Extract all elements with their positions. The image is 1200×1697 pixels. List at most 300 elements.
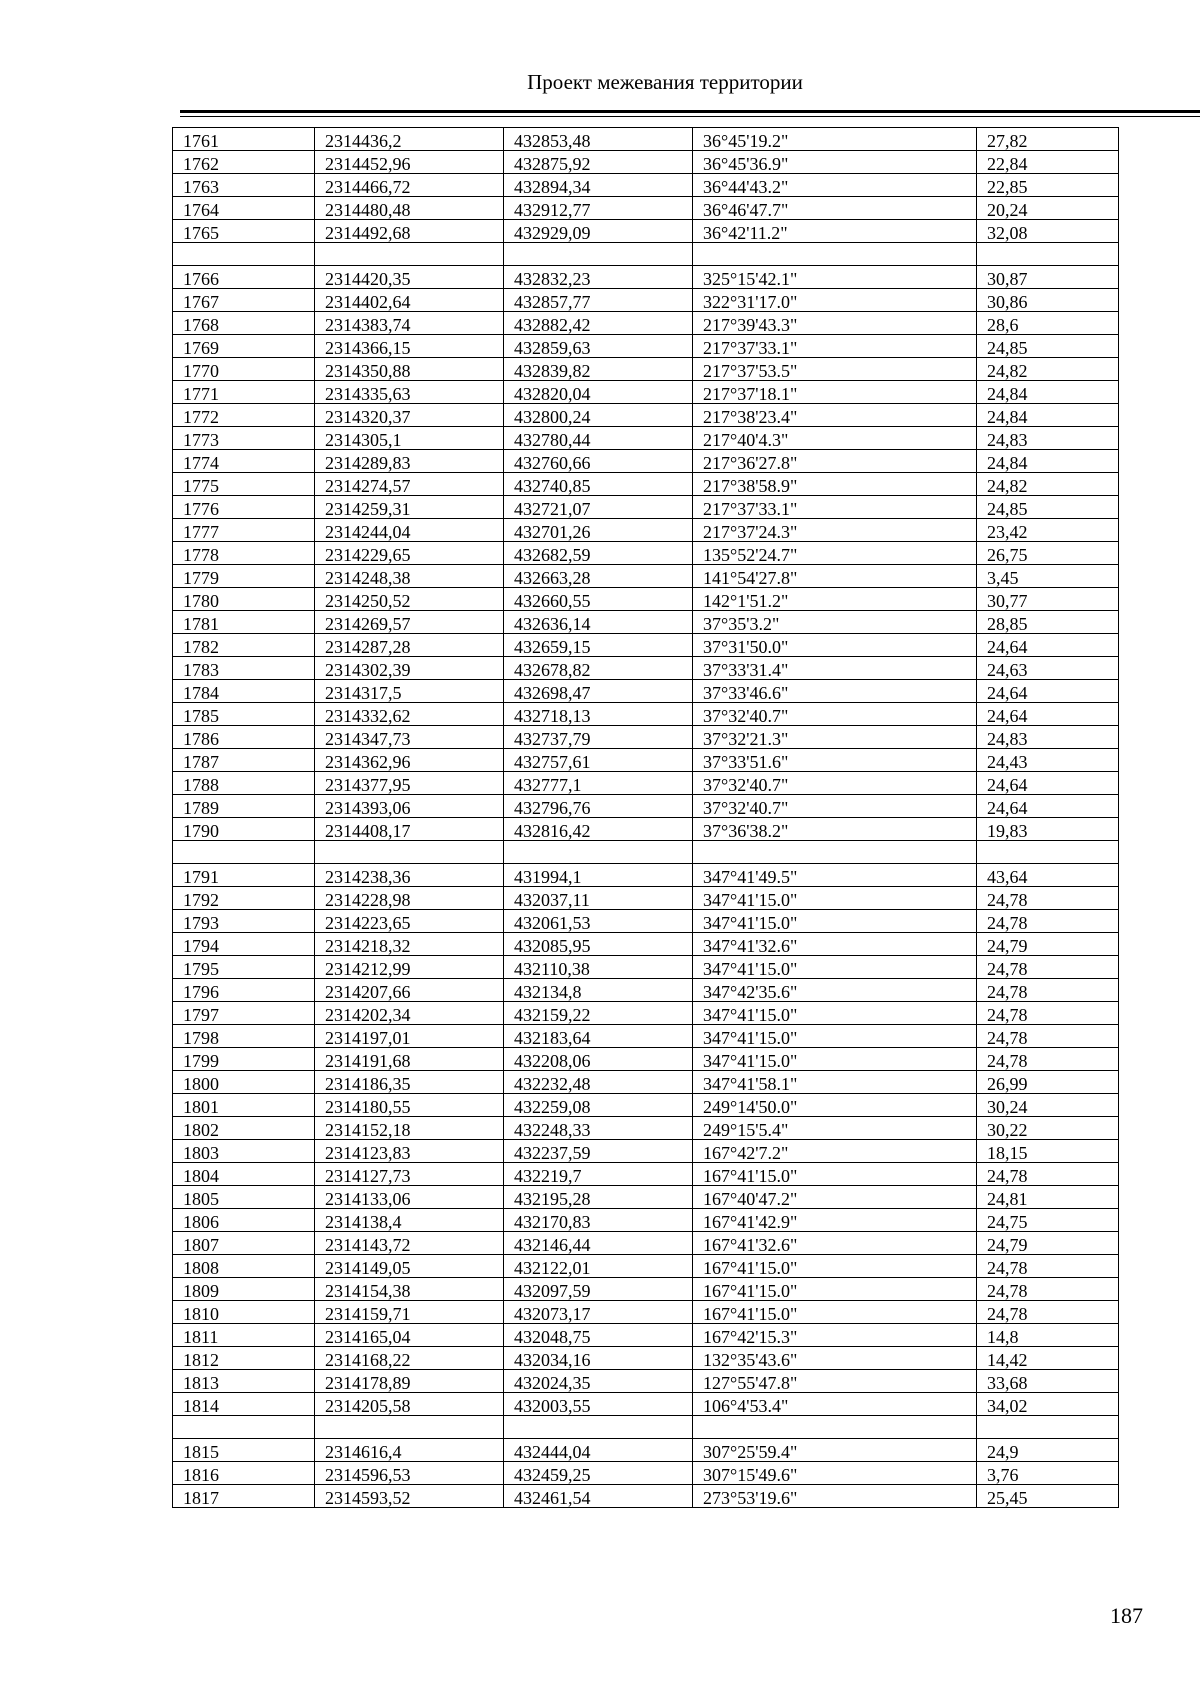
direction-angle-cell: 37°32'21.3"	[693, 726, 977, 749]
point-number-cell: 1778	[173, 542, 315, 565]
table-row	[173, 473, 1119, 496]
point-number-cell: 1761	[173, 128, 315, 151]
point-number-cell: 1786	[173, 726, 315, 749]
point-number-cell: 1800	[173, 1071, 315, 1094]
distance-cell: 24,85	[977, 335, 1119, 358]
direction-angle-cell: 167°40'47.2"	[693, 1186, 977, 1209]
coordinates-table-body	[173, 128, 1119, 1508]
point-number-cell: 1812	[173, 1347, 315, 1370]
direction-angle-cell: 142°1'51.2"	[693, 588, 977, 611]
y-coordinate-cell: 432718,13	[504, 703, 693, 726]
x-coordinate-cell: 2314452,96	[315, 151, 504, 174]
x-coordinate-cell: 2314218,32	[315, 933, 504, 956]
table-row	[173, 427, 1119, 450]
distance-cell: 30,77	[977, 588, 1119, 611]
direction-angle-cell: 347°41'15.0"	[693, 1025, 977, 1048]
point-number-cell: 1793	[173, 910, 315, 933]
direction-angle-cell: 127°55'47.8"	[693, 1370, 977, 1393]
point-number-cell: 1801	[173, 1094, 315, 1117]
table-row	[173, 1163, 1119, 1186]
point-number-cell: 1775	[173, 473, 315, 496]
y-coordinate-cell: 432882,42	[504, 312, 693, 335]
distance-cell: 24,82	[977, 473, 1119, 496]
distance-cell: 24,63	[977, 657, 1119, 680]
point-number-cell: 1817	[173, 1485, 315, 1508]
y-coordinate-cell: 432110,38	[504, 956, 693, 979]
point-number-cell	[173, 243, 315, 266]
direction-angle-cell: 347°41'49.5"	[693, 864, 977, 887]
x-coordinate-cell: 2314228,98	[315, 887, 504, 910]
table-row	[173, 956, 1119, 979]
page-number: 187	[1110, 1603, 1143, 1628]
y-coordinate-cell: 432912,77	[504, 197, 693, 220]
y-coordinate-cell: 432159,22	[504, 1002, 693, 1025]
distance-cell: 22,84	[977, 151, 1119, 174]
table-row	[173, 1439, 1119, 1462]
distance-cell: 24,79	[977, 1232, 1119, 1255]
point-number-cell: 1815	[173, 1439, 315, 1462]
y-coordinate-cell: 432816,42	[504, 818, 693, 841]
table-row	[173, 381, 1119, 404]
distance-cell: 26,99	[977, 1071, 1119, 1094]
y-coordinate-cell: 432237,59	[504, 1140, 693, 1163]
point-number-cell: 1767	[173, 289, 315, 312]
point-number-cell: 1766	[173, 266, 315, 289]
table-row	[173, 312, 1119, 335]
direction-angle-cell: 106°4'53.4"	[693, 1393, 977, 1416]
x-coordinate-cell	[315, 243, 504, 266]
table-row	[173, 289, 1119, 312]
x-coordinate-cell: 2314143,72	[315, 1232, 504, 1255]
distance-cell: 32,08	[977, 220, 1119, 243]
direction-angle-cell	[693, 1416, 977, 1439]
table-row	[173, 634, 1119, 657]
table-row	[173, 151, 1119, 174]
point-number-cell: 1808	[173, 1255, 315, 1278]
x-coordinate-cell: 2314207,66	[315, 979, 504, 1002]
distance-cell: 24,78	[977, 1301, 1119, 1324]
y-coordinate-cell: 432740,85	[504, 473, 693, 496]
y-coordinate-cell: 431994,1	[504, 864, 693, 887]
x-coordinate-cell: 2314127,73	[315, 1163, 504, 1186]
x-coordinate-cell: 2314197,01	[315, 1025, 504, 1048]
distance-cell: 19,83	[977, 818, 1119, 841]
x-coordinate-cell: 2314393,06	[315, 795, 504, 818]
x-coordinate-cell: 2314259,31	[315, 496, 504, 519]
x-coordinate-cell: 2314152,18	[315, 1117, 504, 1140]
table-row	[173, 1140, 1119, 1163]
distance-cell: 24,83	[977, 726, 1119, 749]
distance-cell: 24,83	[977, 427, 1119, 450]
direction-angle-cell: 249°15'5.4"	[693, 1117, 977, 1140]
point-number-cell: 1765	[173, 220, 315, 243]
coordinates-table	[172, 127, 1119, 1508]
distance-cell: 24,78	[977, 887, 1119, 910]
x-coordinate-cell: 2314202,34	[315, 1002, 504, 1025]
distance-cell: 30,86	[977, 289, 1119, 312]
point-number-cell: 1798	[173, 1025, 315, 1048]
y-coordinate-cell: 432034,16	[504, 1347, 693, 1370]
direction-angle-cell: 36°46'47.7"	[693, 197, 977, 220]
distance-cell: 24,64	[977, 772, 1119, 795]
direction-angle-cell: 167°41'42.9"	[693, 1209, 977, 1232]
x-coordinate-cell: 2314466,72	[315, 174, 504, 197]
table-row	[173, 795, 1119, 818]
y-coordinate-cell: 432832,23	[504, 266, 693, 289]
direction-angle-cell: 347°41'15.0"	[693, 956, 977, 979]
x-coordinate-cell: 2314287,28	[315, 634, 504, 657]
x-coordinate-cell: 2314383,74	[315, 312, 504, 335]
y-coordinate-cell: 432122,01	[504, 1255, 693, 1278]
direction-angle-cell: 37°32'40.7"	[693, 703, 977, 726]
point-number-cell: 1810	[173, 1301, 315, 1324]
y-coordinate-cell: 432248,33	[504, 1117, 693, 1140]
distance-cell: 24,64	[977, 795, 1119, 818]
x-coordinate-cell	[315, 841, 504, 864]
y-coordinate-cell: 432660,55	[504, 588, 693, 611]
x-coordinate-cell: 2314408,17	[315, 818, 504, 841]
direction-angle-cell: 347°41'15.0"	[693, 910, 977, 933]
table-row	[173, 588, 1119, 611]
page-header-title: Проект межевания территории	[527, 70, 803, 94]
y-coordinate-cell: 432857,77	[504, 289, 693, 312]
header-rule-thin	[180, 116, 1200, 117]
distance-cell: 24,81	[977, 1186, 1119, 1209]
point-number-cell: 1769	[173, 335, 315, 358]
point-number-cell: 1803	[173, 1140, 315, 1163]
direction-angle-cell: 36°45'19.2"	[693, 128, 977, 151]
table-row	[173, 519, 1119, 542]
direction-angle-cell: 347°41'15.0"	[693, 1002, 977, 1025]
point-number-cell: 1779	[173, 565, 315, 588]
table-row-separator	[173, 243, 1119, 266]
y-coordinate-cell: 432721,07	[504, 496, 693, 519]
x-coordinate-cell: 2314480,48	[315, 197, 504, 220]
x-coordinate-cell: 2314205,58	[315, 1393, 504, 1416]
point-number-cell: 1768	[173, 312, 315, 335]
table-row-separator	[173, 841, 1119, 864]
x-coordinate-cell: 2314168,22	[315, 1347, 504, 1370]
table-row	[173, 1002, 1119, 1025]
x-coordinate-cell: 2314159,71	[315, 1301, 504, 1324]
table-row	[173, 1393, 1119, 1416]
point-number-cell: 1772	[173, 404, 315, 427]
y-coordinate-cell: 432208,06	[504, 1048, 693, 1071]
x-coordinate-cell: 2314335,63	[315, 381, 504, 404]
distance-cell: 24,79	[977, 933, 1119, 956]
table-row	[173, 220, 1119, 243]
table-row	[173, 910, 1119, 933]
y-coordinate-cell: 432232,48	[504, 1071, 693, 1094]
table-row	[173, 358, 1119, 381]
distance-cell: 23,42	[977, 519, 1119, 542]
y-coordinate-cell: 432796,76	[504, 795, 693, 818]
y-coordinate-cell: 432839,82	[504, 358, 693, 381]
direction-angle-cell: 217°37'24.3"	[693, 519, 977, 542]
x-coordinate-cell: 2314250,52	[315, 588, 504, 611]
point-number-cell: 1790	[173, 818, 315, 841]
y-coordinate-cell: 432859,63	[504, 335, 693, 358]
point-number-cell: 1796	[173, 979, 315, 1002]
point-number-cell: 1781	[173, 611, 315, 634]
distance-cell: 3,45	[977, 565, 1119, 588]
y-coordinate-cell: 432444,04	[504, 1439, 693, 1462]
distance-cell: 18,15	[977, 1140, 1119, 1163]
header-rule	[180, 110, 1200, 113]
point-number-cell: 1804	[173, 1163, 315, 1186]
x-coordinate-cell: 2314492,68	[315, 220, 504, 243]
table-row	[173, 1209, 1119, 1232]
y-coordinate-cell: 432929,09	[504, 220, 693, 243]
distance-cell: 24,64	[977, 634, 1119, 657]
distance-cell: 28,85	[977, 611, 1119, 634]
y-coordinate-cell: 432061,53	[504, 910, 693, 933]
table-row	[173, 450, 1119, 473]
x-coordinate-cell: 2314223,65	[315, 910, 504, 933]
table-row	[173, 611, 1119, 634]
y-coordinate-cell	[504, 243, 693, 266]
x-coordinate-cell: 2314165,04	[315, 1324, 504, 1347]
x-coordinate-cell: 2314320,37	[315, 404, 504, 427]
distance-cell: 14,8	[977, 1324, 1119, 1347]
point-number-cell: 1771	[173, 381, 315, 404]
point-number-cell: 1794	[173, 933, 315, 956]
x-coordinate-cell: 2314436,2	[315, 128, 504, 151]
table-row	[173, 680, 1119, 703]
distance-cell: 27,82	[977, 128, 1119, 151]
direction-angle-cell: 249°14'50.0"	[693, 1094, 977, 1117]
direction-angle-cell: 167°42'15.3"	[693, 1324, 977, 1347]
x-coordinate-cell: 2314347,73	[315, 726, 504, 749]
direction-angle-cell: 217°36'27.8"	[693, 450, 977, 473]
table-row	[173, 1186, 1119, 1209]
distance-cell: 24,84	[977, 404, 1119, 427]
direction-angle-cell: 37°33'31.4"	[693, 657, 977, 680]
table-row	[173, 818, 1119, 841]
direction-angle-cell: 217°37'18.1"	[693, 381, 977, 404]
direction-angle-cell: 36°44'43.2"	[693, 174, 977, 197]
x-coordinate-cell: 2314305,1	[315, 427, 504, 450]
point-number-cell: 1777	[173, 519, 315, 542]
x-coordinate-cell: 2314191,68	[315, 1048, 504, 1071]
y-coordinate-cell: 432875,92	[504, 151, 693, 174]
table-row	[173, 979, 1119, 1002]
y-coordinate-cell: 432195,28	[504, 1186, 693, 1209]
direction-angle-cell: 167°41'15.0"	[693, 1255, 977, 1278]
x-coordinate-cell: 2314420,35	[315, 266, 504, 289]
point-number-cell: 1795	[173, 956, 315, 979]
x-coordinate-cell: 2314212,99	[315, 956, 504, 979]
table-row	[173, 404, 1119, 427]
direction-angle-cell: 37°33'46.6"	[693, 680, 977, 703]
y-coordinate-cell: 432678,82	[504, 657, 693, 680]
x-coordinate-cell: 2314362,96	[315, 749, 504, 772]
x-coordinate-cell: 2314244,04	[315, 519, 504, 542]
point-number-cell: 1802	[173, 1117, 315, 1140]
point-number-cell: 1764	[173, 197, 315, 220]
direction-angle-cell: 167°42'7.2"	[693, 1140, 977, 1163]
table-row	[173, 542, 1119, 565]
x-coordinate-cell: 2314350,88	[315, 358, 504, 381]
direction-angle-cell: 322°31'17.0"	[693, 289, 977, 312]
point-number-cell: 1813	[173, 1370, 315, 1393]
point-number-cell: 1811	[173, 1324, 315, 1347]
point-number-cell: 1816	[173, 1462, 315, 1485]
y-coordinate-cell: 432701,26	[504, 519, 693, 542]
x-coordinate-cell: 2314229,65	[315, 542, 504, 565]
y-coordinate-cell: 432820,04	[504, 381, 693, 404]
y-coordinate-cell: 432659,15	[504, 634, 693, 657]
table-row	[173, 1301, 1119, 1324]
table-row-separator	[173, 1416, 1119, 1439]
distance-cell	[977, 243, 1119, 266]
y-coordinate-cell: 432853,48	[504, 128, 693, 151]
direction-angle-cell: 135°52'24.7"	[693, 542, 977, 565]
x-coordinate-cell: 2314616,4	[315, 1439, 504, 1462]
y-coordinate-cell: 432097,59	[504, 1278, 693, 1301]
x-coordinate-cell: 2314332,62	[315, 703, 504, 726]
direction-angle-cell: 217°37'33.1"	[693, 496, 977, 519]
y-coordinate-cell: 432048,75	[504, 1324, 693, 1347]
table-row	[173, 496, 1119, 519]
x-coordinate-cell: 2314238,36	[315, 864, 504, 887]
point-number-cell: 1774	[173, 450, 315, 473]
direction-angle-cell: 36°42'11.2"	[693, 220, 977, 243]
direction-angle-cell: 347°42'35.6"	[693, 979, 977, 1002]
distance-cell: 24,84	[977, 450, 1119, 473]
table-row	[173, 1485, 1119, 1508]
y-coordinate-cell	[504, 841, 693, 864]
y-coordinate-cell: 432698,47	[504, 680, 693, 703]
point-number-cell: 1809	[173, 1278, 315, 1301]
y-coordinate-cell: 432003,55	[504, 1393, 693, 1416]
point-number-cell: 1792	[173, 887, 315, 910]
distance-cell: 24,78	[977, 979, 1119, 1002]
x-coordinate-cell: 2314186,35	[315, 1071, 504, 1094]
y-coordinate-cell: 432219,7	[504, 1163, 693, 1186]
point-number-cell: 1770	[173, 358, 315, 381]
x-coordinate-cell	[315, 1416, 504, 1439]
table-row	[173, 1255, 1119, 1278]
y-coordinate-cell: 432663,28	[504, 565, 693, 588]
direction-angle-cell: 37°35'3.2"	[693, 611, 977, 634]
direction-angle-cell: 217°38'58.9"	[693, 473, 977, 496]
y-coordinate-cell: 432183,64	[504, 1025, 693, 1048]
y-coordinate-cell: 432146,44	[504, 1232, 693, 1255]
point-number-cell: 1762	[173, 151, 315, 174]
direction-angle-cell: 37°32'40.7"	[693, 795, 977, 818]
x-coordinate-cell: 2314154,38	[315, 1278, 504, 1301]
distance-cell: 24,78	[977, 1278, 1119, 1301]
point-number-cell	[173, 841, 315, 864]
direction-angle-cell: 217°40'4.3"	[693, 427, 977, 450]
distance-cell: 33,68	[977, 1370, 1119, 1393]
y-coordinate-cell: 432085,95	[504, 933, 693, 956]
table-row	[173, 1462, 1119, 1485]
y-coordinate-cell: 432757,61	[504, 749, 693, 772]
direction-angle-cell: 273°53'19.6"	[693, 1485, 977, 1508]
y-coordinate-cell: 432134,8	[504, 979, 693, 1002]
point-number-cell: 1787	[173, 749, 315, 772]
y-coordinate-cell: 432259,08	[504, 1094, 693, 1117]
distance-cell: 30,24	[977, 1094, 1119, 1117]
distance-cell: 24,43	[977, 749, 1119, 772]
point-number-cell: 1799	[173, 1048, 315, 1071]
point-number-cell: 1797	[173, 1002, 315, 1025]
table-row	[173, 1048, 1119, 1071]
x-coordinate-cell: 2314366,15	[315, 335, 504, 358]
y-coordinate-cell	[504, 1416, 693, 1439]
point-number-cell: 1780	[173, 588, 315, 611]
distance-cell: 24,78	[977, 1002, 1119, 1025]
direction-angle-cell: 217°38'23.4"	[693, 404, 977, 427]
point-number-cell: 1807	[173, 1232, 315, 1255]
table-row	[173, 1232, 1119, 1255]
table-row	[173, 864, 1119, 887]
x-coordinate-cell: 2314248,38	[315, 565, 504, 588]
y-coordinate-cell: 432737,79	[504, 726, 693, 749]
direction-angle-cell: 307°25'59.4"	[693, 1439, 977, 1462]
table-row	[173, 1117, 1119, 1140]
point-number-cell: 1805	[173, 1186, 315, 1209]
table-row	[173, 1071, 1119, 1094]
y-coordinate-cell: 432461,54	[504, 1485, 693, 1508]
direction-angle-cell: 347°41'58.1"	[693, 1071, 977, 1094]
point-number-cell: 1789	[173, 795, 315, 818]
distance-cell: 24,78	[977, 910, 1119, 933]
distance-cell: 24,78	[977, 1255, 1119, 1278]
distance-cell: 24,78	[977, 1048, 1119, 1071]
direction-angle-cell: 37°36'38.2"	[693, 818, 977, 841]
direction-angle-cell: 37°31'50.0"	[693, 634, 977, 657]
y-coordinate-cell: 432459,25	[504, 1462, 693, 1485]
y-coordinate-cell: 432073,17	[504, 1301, 693, 1324]
distance-cell: 24,9	[977, 1439, 1119, 1462]
distance-cell: 24,82	[977, 358, 1119, 381]
distance-cell: 43,64	[977, 864, 1119, 887]
direction-angle-cell: 132°35'43.6"	[693, 1347, 977, 1370]
point-number-cell: 1773	[173, 427, 315, 450]
x-coordinate-cell: 2314596,53	[315, 1462, 504, 1485]
table-row	[173, 1347, 1119, 1370]
table-row	[173, 1094, 1119, 1117]
direction-angle-cell: 167°41'15.0"	[693, 1301, 977, 1324]
distance-cell: 30,22	[977, 1117, 1119, 1140]
y-coordinate-cell: 432024,35	[504, 1370, 693, 1393]
direction-angle-cell: 167°41'32.6"	[693, 1232, 977, 1255]
distance-cell: 24,75	[977, 1209, 1119, 1232]
table-row	[173, 933, 1119, 956]
point-number-cell: 1783	[173, 657, 315, 680]
direction-angle-cell: 37°32'40.7"	[693, 772, 977, 795]
distance-cell: 26,75	[977, 542, 1119, 565]
x-coordinate-cell: 2314402,64	[315, 289, 504, 312]
point-number-cell: 1791	[173, 864, 315, 887]
x-coordinate-cell: 2314274,57	[315, 473, 504, 496]
direction-angle-cell	[693, 243, 977, 266]
direction-angle-cell	[693, 841, 977, 864]
direction-angle-cell: 347°41'15.0"	[693, 1048, 977, 1071]
y-coordinate-cell: 432777,1	[504, 772, 693, 795]
direction-angle-cell: 347°41'32.6"	[693, 933, 977, 956]
direction-angle-cell: 347°41'15.0"	[693, 887, 977, 910]
y-coordinate-cell: 432800,24	[504, 404, 693, 427]
table-row	[173, 1278, 1119, 1301]
distance-cell: 24,78	[977, 1163, 1119, 1186]
table-row	[173, 1370, 1119, 1393]
x-coordinate-cell: 2314133,06	[315, 1186, 504, 1209]
direction-angle-cell: 217°37'33.1"	[693, 335, 977, 358]
